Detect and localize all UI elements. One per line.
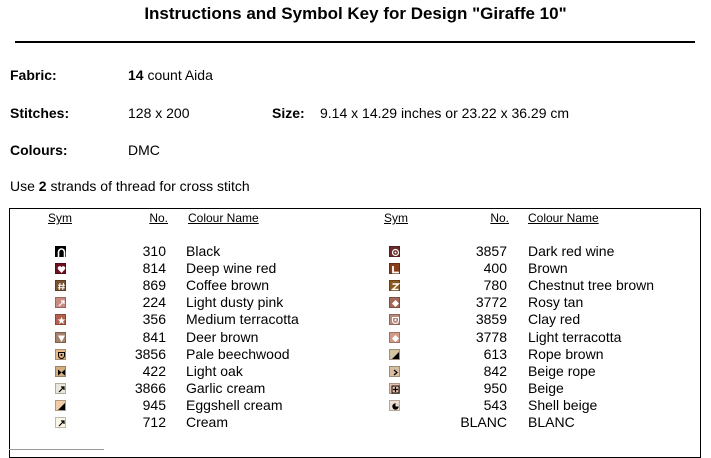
fabric-count: 14 [128,67,144,83]
left-colour-name: Light dusty pink [186,294,284,311]
diamond-icon [389,332,400,343]
arrow-icon [55,383,66,394]
corner-icon [389,263,400,274]
fabric-label: Fabric: [10,67,57,83]
half-triangle-icon [389,349,400,360]
page-title: Instructions and Symbol Key for Design "Giraffe 10" [144,4,567,23]
left-colour-number: 712 [142,414,166,430]
z-icon [389,280,400,291]
header-sym-right: Sym [384,211,408,225]
right-colour-number: 613 [483,345,507,362]
fabric-type: count Aida [143,67,213,83]
diamond-icon [389,297,400,308]
right-colour-number: 3859 [475,311,507,328]
right-colour-name: Beige [528,379,564,396]
left-colour-number: 945 [142,396,166,413]
left-colour-number: 869 [142,277,166,294]
heart-icon [55,263,66,274]
arrow-icon [55,417,66,428]
right-colour-number: 780 [483,277,507,294]
star-icon [55,314,66,325]
header-name-right: Colour Name [528,211,599,225]
left-colour-number: 422 [142,362,166,379]
right-colour-name: Light terracotta [528,328,622,345]
left-colour-number: 814 [142,260,166,277]
bowtie-icon [55,366,66,377]
right-colour-number: 3778 [475,328,507,345]
left-colour-name: Medium terracotta [186,311,299,328]
stitches-value: 128 x 200 [128,105,190,121]
left-colour-name: Eggshell cream [186,396,283,413]
right-colour-name: Dark red wine [528,243,615,259]
left-colour-number: 356 [142,311,166,328]
header-name-left: Colour Name [188,211,259,225]
right-colour-name: Shell beige [528,396,598,413]
right-colour-number: 842 [483,362,507,379]
left-colour-number: 3866 [134,379,166,396]
left-colour-number: 3856 [134,345,166,362]
shield-icon [55,349,66,360]
right-colour-name: Beige rope [528,362,596,379]
header-no-left: No. [149,211,168,225]
size-value: 9.14 x 14.29 inches or 23.22 x 36.29 cm [320,105,570,121]
triangle-down-icon [55,332,66,343]
right-colour-number: 400 [483,260,507,277]
left-colour-name: Coffee brown [186,277,270,294]
arch-icon [55,246,66,257]
left-colour-number: 841 [142,328,166,345]
footer-divider [9,449,104,450]
right-colour-number: 950 [483,379,507,396]
right-colour-number: BLANC [460,414,507,430]
header-sym-left: Sym [48,211,72,225]
left-colour-name: Deer brown [186,328,259,345]
stitch-instruction [10,178,250,194]
left-colour-number: 310 [142,243,166,259]
right-colour-name: Chestnut tree brown [528,277,655,294]
right-colour-name: Brown [528,260,568,277]
right-colour-name: Rosy tan [528,294,584,311]
pie-icon [389,400,400,411]
instruction-prefix: Use [10,178,39,194]
right-colour-name: Clay red [528,311,581,328]
shield-icon [389,314,400,325]
half-triangle-icon [55,400,66,411]
chevron-right-icon [389,366,400,377]
right-colour-number: 543 [483,396,507,413]
hash-icon [55,280,66,291]
stitches-label: Stitches: [10,105,70,121]
colours-value: DMC [128,142,160,158]
left-colour-number: 224 [142,294,166,311]
left-colour-name: Black [186,243,221,259]
fabric-value [128,67,213,83]
right-colour-number: 3772 [475,294,507,311]
left-colour-name: Garlic cream [186,379,266,396]
right-colour-number: 3857 [475,243,507,259]
right-colour-name: BLANC [528,414,575,430]
header-no-right: No. [490,211,509,225]
title-underline [15,41,695,43]
cross-box-icon [389,383,400,394]
size-label: Size: [272,105,305,121]
left-colour-name: Deep wine red [186,260,277,277]
left-colour-name: Cream [186,414,229,430]
left-colour-name: Pale beechwood [186,345,290,362]
strand-count: 2 [38,178,47,194]
colours-label: Colours: [10,142,68,158]
arrow-icon [55,297,66,308]
ring-icon [389,246,400,257]
left-colour-name: Light oak [186,362,243,379]
right-colour-name: Rope brown [528,345,604,362]
instruction-suffix: strands of thread for cross stitch [46,178,250,194]
